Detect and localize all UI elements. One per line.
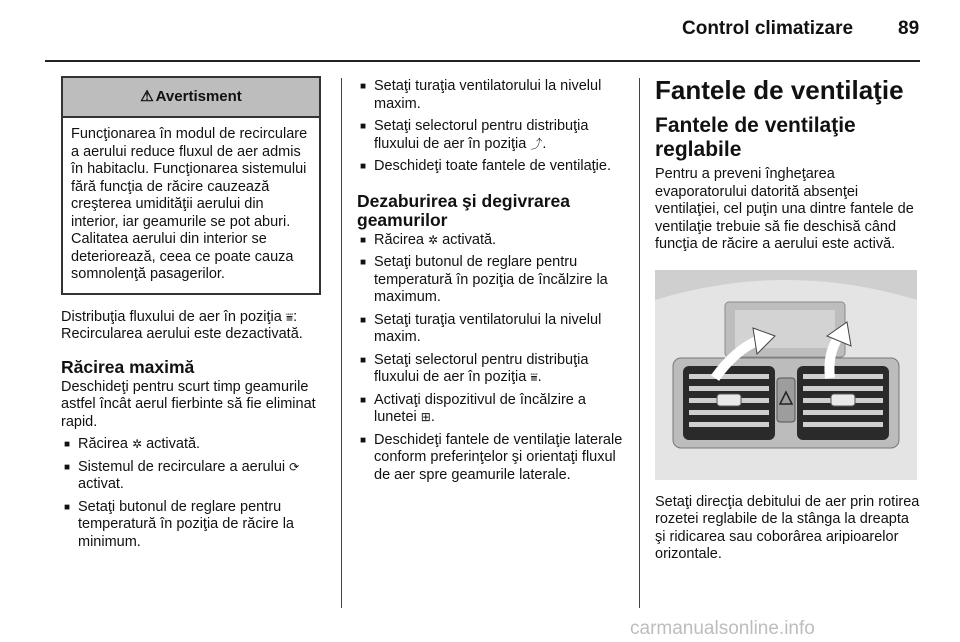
text: .	[430, 409, 435, 425]
snowflake-icon: ✲	[428, 232, 439, 247]
text: Setaţi selectorul pentru distribuţia fluxului de aer în poziţia	[374, 118, 589, 152]
text: Distribuţia fluxului de aer în poziţia	[61, 308, 286, 325]
list-item: ■ Deschideţi fantele de ventilaţie laterale conform preferinţelor şi orientaţi fluxul de aer spre geamurile laterale.	[357, 432, 625, 485]
section-heading: Dezaburirea şi degivrarea geamurilor	[357, 190, 571, 230]
column-left	[61, 76, 323, 551]
bullet-list	[357, 232, 625, 485]
page-title: Control climatizare	[682, 18, 854, 39]
text: .	[542, 135, 547, 152]
air-vents-photo	[655, 270, 917, 480]
text: Activaţi dispozitivul de încălzire a lunetei	[374, 391, 586, 425]
text: Răcirea	[78, 436, 132, 452]
text: activată.	[438, 231, 497, 248]
list-item	[61, 459, 323, 494]
column-divider	[639, 78, 640, 608]
page-number: 89	[898, 18, 920, 39]
column-divider	[341, 78, 342, 608]
header-rule	[45, 60, 920, 62]
list-item: ■ Deschideţi toate fantele de ventilaţie.	[357, 158, 625, 176]
bullet-list	[61, 436, 323, 551]
column-middle	[357, 76, 625, 484]
subsection-title: Fantele de ventilaţie reglabile	[655, 114, 856, 161]
warning-triangle-icon: ⚠	[140, 88, 154, 106]
text: Răcirea	[374, 231, 428, 248]
list-item	[357, 352, 625, 387]
rear-window-heating-icon: ⊞	[420, 410, 431, 424]
warning-text: Funcţionarea în modul de recirculare a aerului reduce fluxul de aer admis în habitaclu. Funcţionarea sistemului fără funcţia de răcire cauzează creşterea umidităţii aerului din interior, iar geamurile se pot aburi. Calitatea aerului din interior se deteriorează, ceea ce poate cauza somnolenţă pasagerilor.	[71, 126, 308, 282]
list-item: ■ Setaţi butonul de reglare pentru temperatură în poziţia de răcire la minimum.	[61, 499, 323, 552]
warning-header	[63, 78, 319, 118]
list-item: ■ Setaţi turaţia ventilatorului la nivelul maxim.	[357, 78, 625, 113]
column-right	[655, 76, 921, 564]
section-title: Fantele de ventilaţie	[655, 75, 904, 105]
section-heading: Răcirea maximă	[61, 356, 195, 377]
list-item	[61, 436, 323, 454]
text: : Recircularea aerului este dezactivată.	[61, 308, 303, 342]
snowflake-icon: ✲	[132, 437, 143, 451]
warning-title: Avertisment	[155, 88, 242, 106]
windshield-airflow-icon: ⩸	[530, 370, 538, 384]
windshield-airflow-icon: ⩸	[285, 309, 294, 324]
list-item	[357, 118, 625, 153]
list-item: ■ Setaţi butonul de reglare pentru temperatură în poziţia de încălzire la maximum.	[357, 254, 625, 307]
feet-windshield-icon: ⤴	[530, 136, 543, 151]
list-item	[357, 392, 625, 427]
warning-box	[61, 76, 321, 295]
paragraph: Pentru a preveni îngheţarea evaporatorului datorită absenţei ventilaţiei, cel puţin una dintre fantele de ventilaţie trebuie să fie deschisă când funcţia de răcire a aerului este activă.	[655, 166, 914, 252]
bullet-list	[357, 78, 625, 176]
paragraph: Deschideţi pentru scurt timp geamurile astfel încât aerul fierbinte să fie eliminat rapid.	[61, 378, 316, 430]
page-header	[0, 0, 960, 60]
text: Sistemul de recirculare a aerului	[78, 458, 290, 475]
air-vents-illustration	[655, 270, 917, 480]
text: Setaţi selectorul pentru distribuţia fluxului de aer în poziţia	[374, 351, 589, 385]
list-item	[357, 232, 625, 250]
text: activat.	[78, 476, 124, 492]
paragraph: Setaţi direcţia debitului de aer prin rotirea rozetei reglabile de la stânga la dreapta şi ridicarea sau coborârea aripioarelor orizontale.	[655, 493, 920, 562]
watermark: carmanualsonline.info	[630, 618, 815, 639]
list-item: ■ Setaţi turaţia ventilatorului la nivelul maxim.	[357, 312, 625, 347]
text: activată.	[142, 436, 201, 452]
paragraph	[61, 309, 323, 344]
text: .	[537, 369, 542, 385]
recirculation-icon: ⟳	[289, 459, 300, 474]
